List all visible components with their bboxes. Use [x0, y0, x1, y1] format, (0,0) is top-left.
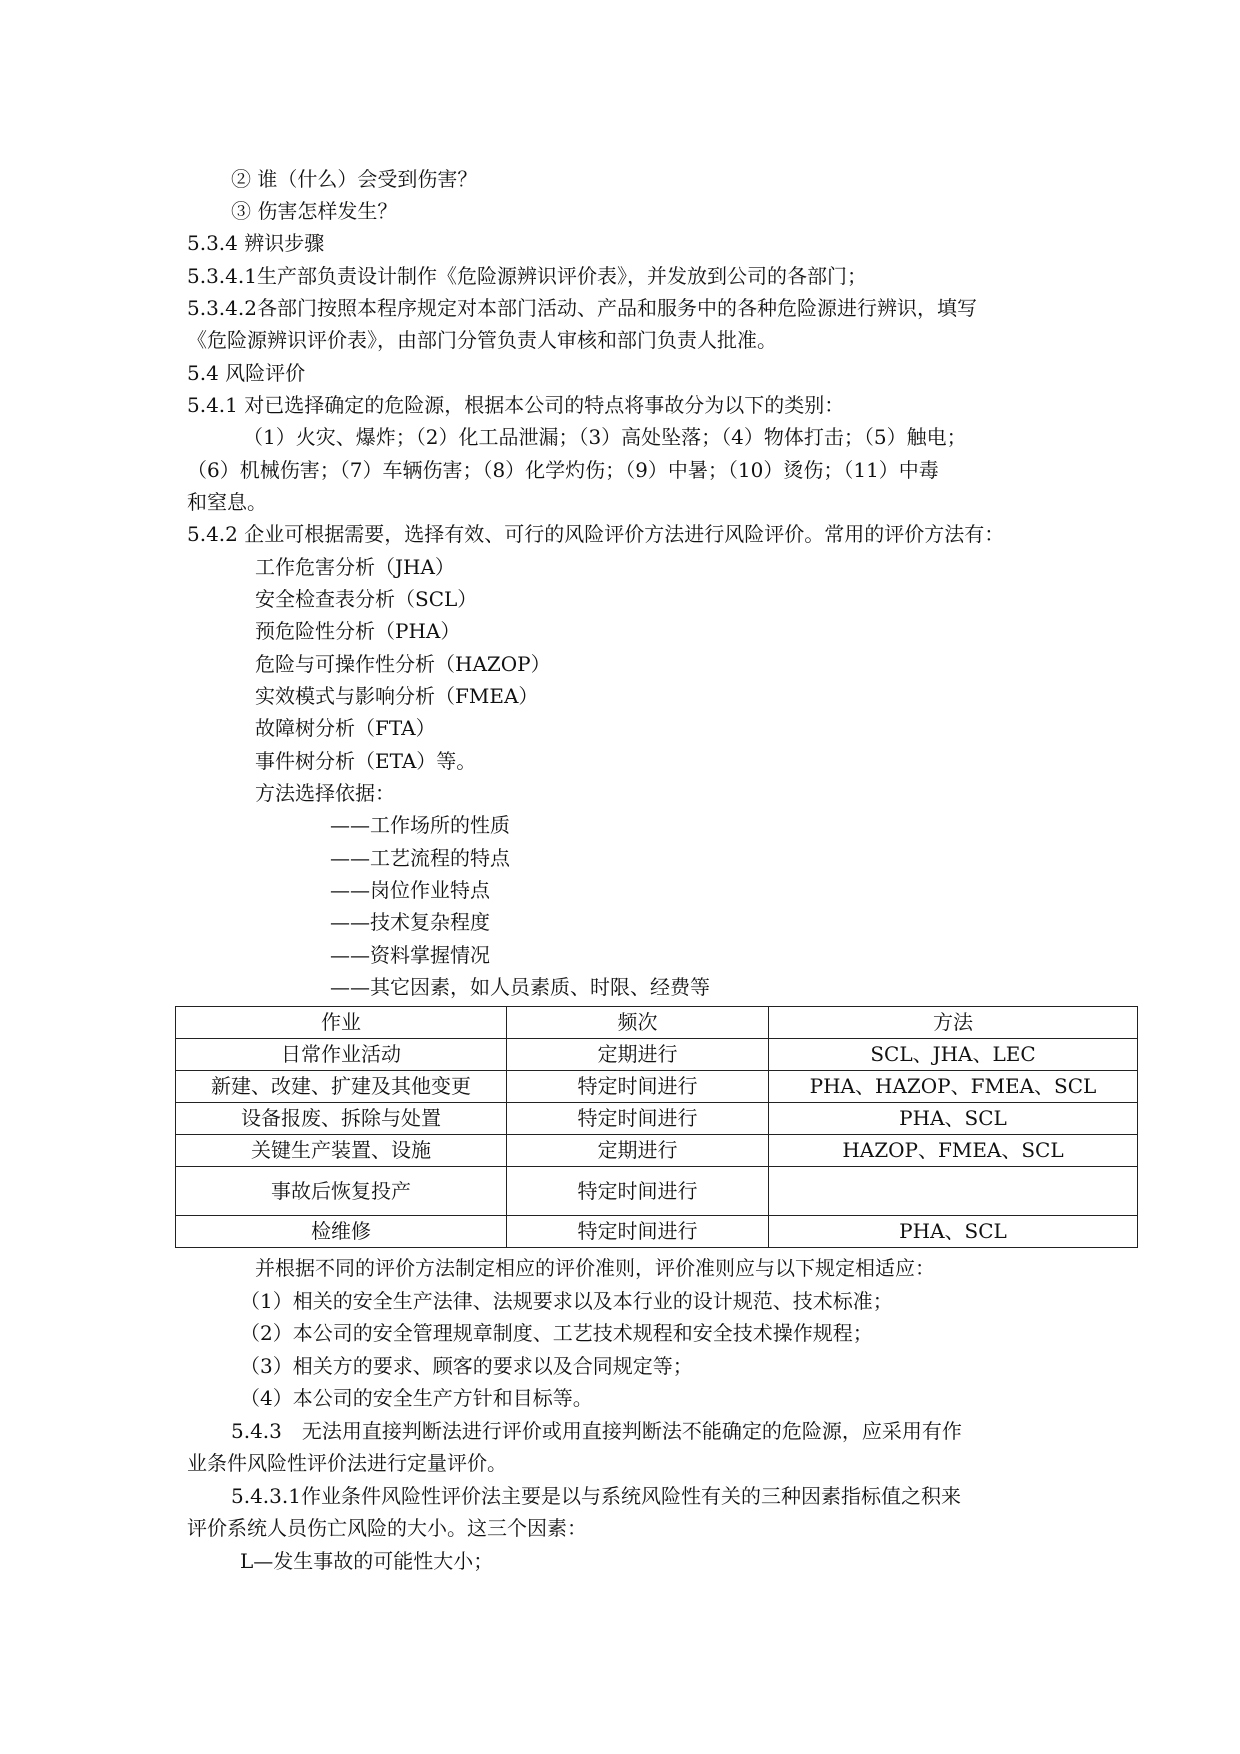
section-5431-line2: 评价系统人员伤亡风险的大小。这三个因素： [187, 1516, 587, 1540]
table-cell: 特定时间进行 [507, 1167, 769, 1216]
table-cell: PHA、SCL [769, 1103, 1138, 1135]
accident-categories-line1: （1）火灾、爆炸；（2）化工品泄漏；（3）高处坠落；（4）物体打击；（5）触电； [243, 425, 967, 449]
method-item: 实效模式与影响分析（FMEA） [255, 684, 539, 708]
section-543-line1: 5.4.3 无法用直接判断法进行评价或用直接判断法不能确定的危险源，应采用有作 [231, 1419, 962, 1443]
table-header-cell: 作业 [176, 1007, 507, 1039]
section-5341-paragraph: 5.3.4.1生产部负责设计制作《危险源辨识评价表》，并发放到公司的各部门； [187, 264, 867, 288]
section-542-paragraph: 5.4.2 企业可根据需要，选择有效、可行的风险评价方法进行风险评价。常用的评价方法有： [187, 522, 1005, 546]
section-5342-line2: 《危险源辨识评价表》，由部门分管负责人审核和部门负责人批准。 [187, 328, 777, 352]
section-54-heading: 5.4 风险评价 [187, 361, 306, 385]
method-item: 预危险性分析（PHA） [255, 619, 461, 643]
table-row [176, 1103, 1138, 1135]
table-cell: 日常作业活动 [176, 1039, 507, 1071]
section-543-line2: 业条件风险性评价法进行定量评价。 [187, 1451, 507, 1475]
table-row [176, 1167, 1138, 1216]
method-item: 故障树分析（FTA） [255, 716, 436, 740]
table-cell: HAZOP、FMEA、SCL [769, 1135, 1138, 1167]
accident-categories-line3: 和窒息。 [187, 490, 267, 514]
basis-item: ——资料掌握情况 [330, 943, 490, 967]
basis-item: ——工作场所的性质 [330, 813, 510, 837]
table-header-cell: 频次 [507, 1007, 769, 1039]
basis-heading: 方法选择依据： [255, 781, 395, 805]
table-cell: 特定时间进行 [507, 1103, 769, 1135]
method-item: 危险与可操作性分析（HAZOP） [255, 652, 551, 676]
basis-item: ——岗位作业特点 [330, 878, 490, 902]
basis-item: ——技术复杂程度 [330, 910, 490, 934]
table-cell: 定期进行 [507, 1039, 769, 1071]
intro-item-2: ② 谁（什么）会受到伤害？ [231, 167, 478, 191]
criteria-intro: 并根据不同的评价方法制定相应的评价准则，评价准则应与以下规定相适应： [255, 1256, 935, 1280]
table-cell: PHA、SCL [769, 1216, 1138, 1248]
factor-l-line: L—发生事故的可能性大小； [240, 1549, 494, 1573]
table-row [176, 1216, 1138, 1248]
basis-item: ——其它因素，如人员素质、时限、经费等 [330, 975, 710, 999]
criteria-item: （2）本公司的安全管理规章制度、工艺技术规程和安全技术操作规程； [240, 1321, 873, 1345]
table-cell: 定期进行 [507, 1135, 769, 1167]
criteria-item: （3）相关方的要求、顾客的要求以及合同规定等； [240, 1354, 693, 1378]
criteria-item: （1）相关的安全生产法律、法规要求以及本行业的设计规范、技术标准； [240, 1289, 893, 1313]
method-item: 工作危害分析（JHA） [255, 555, 455, 579]
table-cell: 检维修 [176, 1216, 507, 1248]
table-cell: PHA、HAZOP、FMEA、SCL [769, 1071, 1138, 1103]
method-item: 安全检查表分析（SCL） [255, 587, 478, 611]
section-534-heading: 5.3.4 辨识步骤 [187, 231, 325, 255]
criteria-item: （4）本公司的安全生产方针和目标等。 [240, 1386, 593, 1410]
table-header-row [176, 1007, 1138, 1039]
table-row [176, 1039, 1138, 1071]
table-header-cell: 方法 [769, 1007, 1138, 1039]
table-cell: 关键生产装置、设施 [176, 1135, 507, 1167]
accident-categories-line2: （6）机械伤害；（7）车辆伤害；（8）化学灼伤；（9）中暑；（10）烫伤；（11）中毒 [187, 458, 939, 482]
table-cell: 设备报废、拆除与处置 [176, 1103, 507, 1135]
method-item: 事件树分析（ETA）等。 [255, 749, 477, 773]
table-cell: 特定时间进行 [507, 1071, 769, 1103]
table-cell: 新建、改建、扩建及其他变更 [176, 1071, 507, 1103]
basis-item: ——工艺流程的特点 [330, 846, 510, 870]
section-5431-line1: 5.4.3.1作业条件风险性评价法主要是以与系统风险性有关的三种因素指标值之积来 [231, 1484, 961, 1508]
table-cell [769, 1167, 1138, 1216]
table-row [176, 1135, 1138, 1167]
evaluation-method-table [175, 1006, 1138, 1248]
section-541-paragraph: 5.4.1 对已选择确定的危险源，根据本公司的特点将事故分为以下的类别： [187, 393, 845, 417]
table-row [176, 1071, 1138, 1103]
table-cell: 事故后恢复投产 [176, 1167, 507, 1216]
intro-item-3: ③ 伤害怎样发生？ [231, 199, 398, 223]
table-cell: SCL、JHA、LEC [769, 1039, 1138, 1071]
table-cell: 特定时间进行 [507, 1216, 769, 1248]
section-5342-line1: 5.3.4.2各部门按照本程序规定对本部门活动、产品和服务中的各种危险源进行辨识，填写 [187, 296, 977, 320]
